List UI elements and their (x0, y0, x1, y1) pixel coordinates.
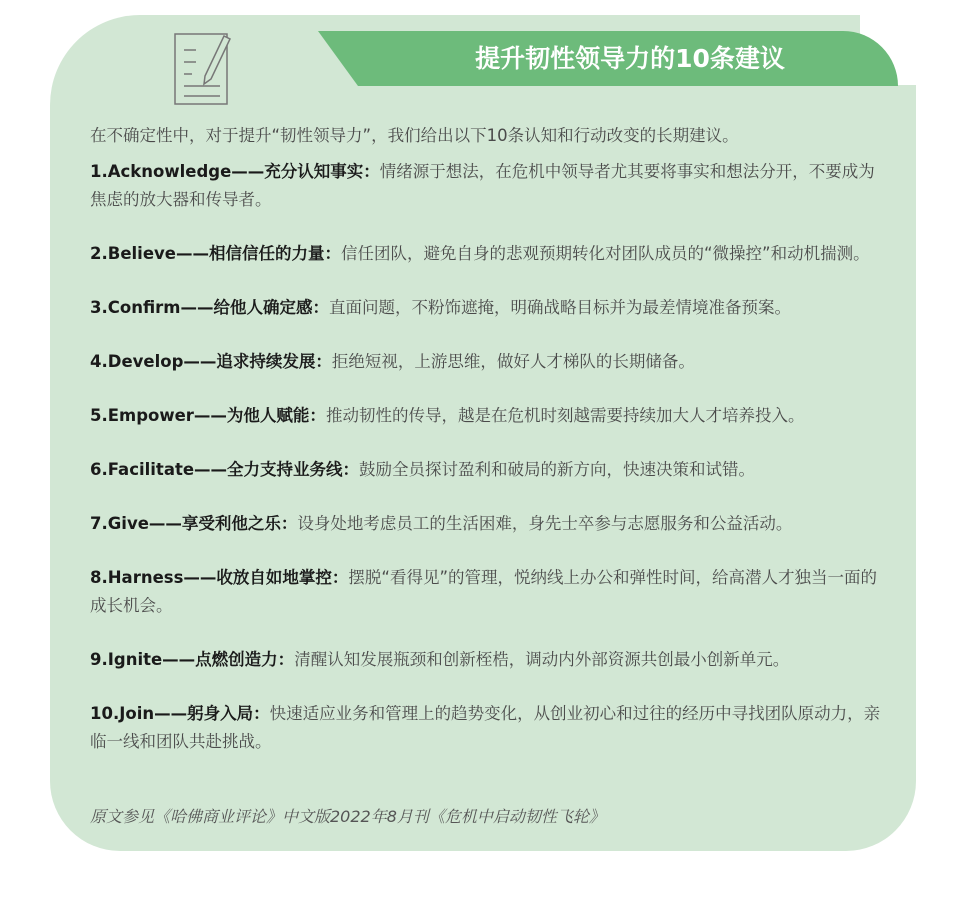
item-text: 鼓励全员探讨盈利和破局的新方向，快速决策和试错。 (359, 460, 756, 479)
intro-text: 在不确定性中，对于提升“韧性领导力”，我们给出以下10条认知和行动改变的长期建议。 (90, 126, 739, 145)
list-item (90, 240, 890, 268)
list-item (90, 564, 890, 620)
list-item (90, 402, 890, 430)
recommendations (90, 122, 890, 782)
list-item (90, 294, 890, 322)
item-text: 设身处地考虑员工的生活困难，身先士卒参与志愿服务和公益活动。 (297, 514, 793, 533)
item-text: 情绪源于想法，在危机中领导者尤其要将事实和想法分开，不要成为焦虑的放大器和传导者。 (90, 162, 875, 209)
item-heading: 2.Believe——相信信任的力量： (90, 244, 341, 263)
list-item (90, 158, 890, 214)
item-heading: 9.Ignite——点燃创造力： (90, 650, 295, 669)
list-item (90, 348, 890, 376)
item-text: 直面问题，不粉饰遮掩，明确战略目标并为最差情境准备预案。 (329, 298, 792, 317)
item-heading: 7.Give——享受利他之乐： (90, 514, 298, 533)
list-item (90, 456, 890, 484)
item-text: 信任团队，避免自身的悲观预期转化对团队成员的“微操控”和动机揣测。 (340, 244, 870, 263)
item-heading: 5.Empower——为他人赋能： (90, 406, 326, 425)
list-item (90, 646, 890, 674)
item-heading: 10.Join——躬身入局： (90, 704, 270, 723)
item-heading: 6.Facilitate——全力支持业务线： (90, 460, 360, 479)
document-pen-icon (172, 30, 234, 106)
item-heading: 4.Develop——追求持续发展： (90, 352, 332, 371)
item-text: 推动韧性的传导，越是在危机时刻越需要持续加大人才培养投入。 (325, 406, 805, 425)
list-item (90, 700, 890, 756)
list-item (90, 510, 890, 538)
item-text: 拒绝短视，上游思维，做好人才梯队的长期储备。 (331, 352, 695, 371)
item-text: 清醒认知发展瓶颈和创新桎梏，调动内外部资源共创最小创新单元。 (294, 650, 790, 669)
item-heading: 8.Harness——收放自如地掌控： (90, 568, 349, 587)
source-citation: 原文参见《哈佛商业评论》中文版2022年8月刊《危机中启动韧性飞轮》 (90, 807, 605, 826)
item-text: 摆脱“看得见”的管理，悦纳线上办公和弹性时间，给高潜人才独当一面的成长机会。 (90, 568, 878, 615)
item-heading: 3.Confirm——给他人确定感： (90, 298, 330, 317)
item-heading: 1.Acknowledge——充分认知事实： (90, 162, 380, 181)
page-title: 提升韧性领导力的10条建议 (475, 44, 785, 73)
item-text: 快速适应业务和管理上的趋势变化，从创业初心和过往的经历中寻找团队原动力，亲临一线和团队共赴挑战。 (90, 704, 881, 751)
